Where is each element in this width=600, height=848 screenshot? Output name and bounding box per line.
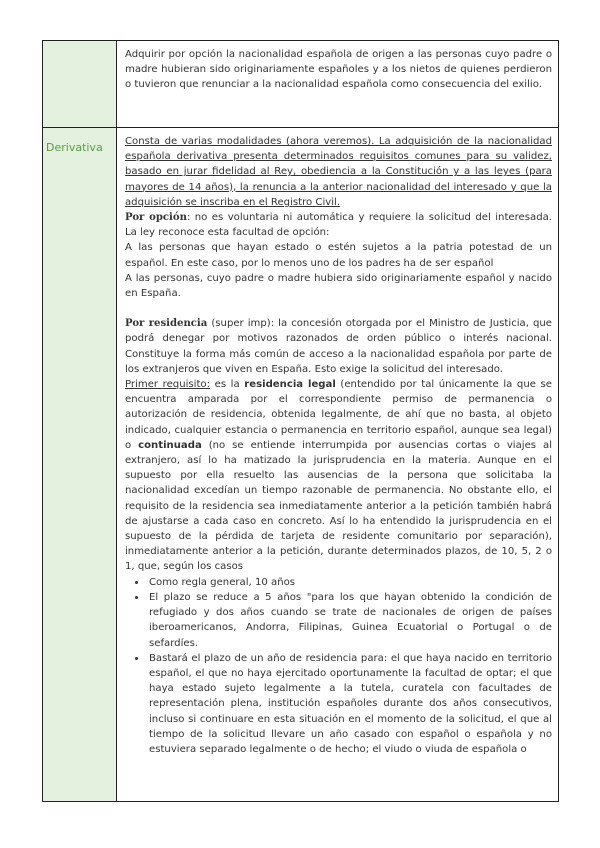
definition-cell (117, 41, 559, 128)
opcion-heading: Por opción (125, 212, 187, 224)
residencia-legal-term: residencia legal (244, 379, 336, 391)
term-derivativa: Derivativa (46, 141, 103, 154)
opcion-case-2: A las personas, cuyo padre o madre hubiera sido originariamente español y nacido en España. (125, 272, 552, 300)
table-row (43, 41, 559, 128)
opcion-case-1: A las personas que hayan estado o estén sujetos a la patria potestad de un español. En este caso, por lo menos uno de los padres ha de ser español (125, 242, 552, 269)
residencia-text: (super imp): la concesión otorgada por el Ministro de Justicia, que podrá denegar por motivos razonados de orden público o interés nacional. Constituye la forma más común de acceso a la nacionalidad española por parte de los extranjeros que viven en España. Esto exige la solicitud del interesado. (125, 318, 552, 375)
intro-paragraph: Consta de varias modalidades (ahora veremos). La adquisición de la nacionalidad española derivativa presenta determinados requisitos comunes para su validez, basado en jurar fidelidad al Rey, obediencia a la Constitución y a las leyes (para mayores de 14 años), la renuncia a la anterior nacionalidad del interesado y que la adquisición se inscriba en el Registro Civil. (125, 136, 552, 208)
paragraph-gap (125, 301, 552, 316)
definition-cell (117, 128, 559, 802)
opcion-paragraph (125, 210, 552, 240)
residencia-paragraph (125, 316, 552, 377)
requisito-text-c: (no se entiende interrumpida por ausencias cortas o viajes al extranjero, así lo ha matizado la jurisprudencia en la materia. Aunque en el supuesto por ella resuelto las ausencias de la persona que solicitaba la nacionalidad excedían un tiempo razonable de permanencia. No obstante ello, el requisito de la residencia sea inmediatamente anterior a la petición también habrá de ajustarse a cada caso en concreto. Así lo ha entendido la jurisprudencia en el supuesto de la pérdida de tarjeta de residente comunitario por separación), inmediatamente anterior a la petición, durante determinados plazos, de 10, 5, 2 o 1, que, según los casos (125, 439, 553, 573)
term-cell-empty (43, 41, 117, 128)
list-item: • El plazo se reduce a 5 años "para los que hayan obtenido la condición de refugiado y dos años cuando se trate de nacionales de origen de países iberoamericanos, Andorra, Filipinas, Guinea Ecuatorial o Portugal o de sefardíes. (147, 590, 552, 651)
requisito-label: Primer requisito: (125, 379, 211, 391)
list-item: • Bastará el plazo de un año de residencia para: el que haya nacido en territorio español, el que no haya ejercitado oportunamente la facultad de optar; el que haya estado sujeto legalmente a la tutela, curatela con facultades de representación plena, institución españoles durante dos años consecutivos, incluso si continuare en esta situación en el momento de la solicitud, el que al tiempo de la solicitud llevare un año casado con español o española y no estuviera separado legalmente o de hecho; el viudo o viuda de española o (147, 651, 552, 757)
exile-option-text: Adquirir por opción la nacionalidad española de origen a las personas cuyo padre o madre hubieran sido originariamente españoles y a los nietos de quienes perdieron o tuvieron que renunciar a la nacionalidad española como consecuencia del exilio. (125, 49, 552, 91)
table-row (43, 128, 559, 802)
term-cell (43, 128, 117, 802)
continuada-term: continuada (138, 439, 202, 451)
residencia-heading: Por residencia (125, 318, 208, 330)
list-item: • Como regla general, 10 años (147, 575, 552, 590)
plazos-list (125, 575, 552, 757)
notes-table (42, 40, 559, 802)
requisito-text-a: es la (210, 379, 245, 391)
requisito-text-b: (entendido por tal únicamente la que se encuentra amparada por el correspondiente permiso de permanencia o autorización de residencia, obtenida legalmente, de ahí que no basta, al objeto indicado, cualquier estancia o permanencia en territorio español, aunque sea legal) o (125, 379, 552, 451)
requisito-paragraph (125, 377, 552, 575)
opcion-text: : no es voluntaria ni automática y requiere la solicitud del interesada. La ley reconoce esta facultad de opción: (125, 212, 552, 239)
